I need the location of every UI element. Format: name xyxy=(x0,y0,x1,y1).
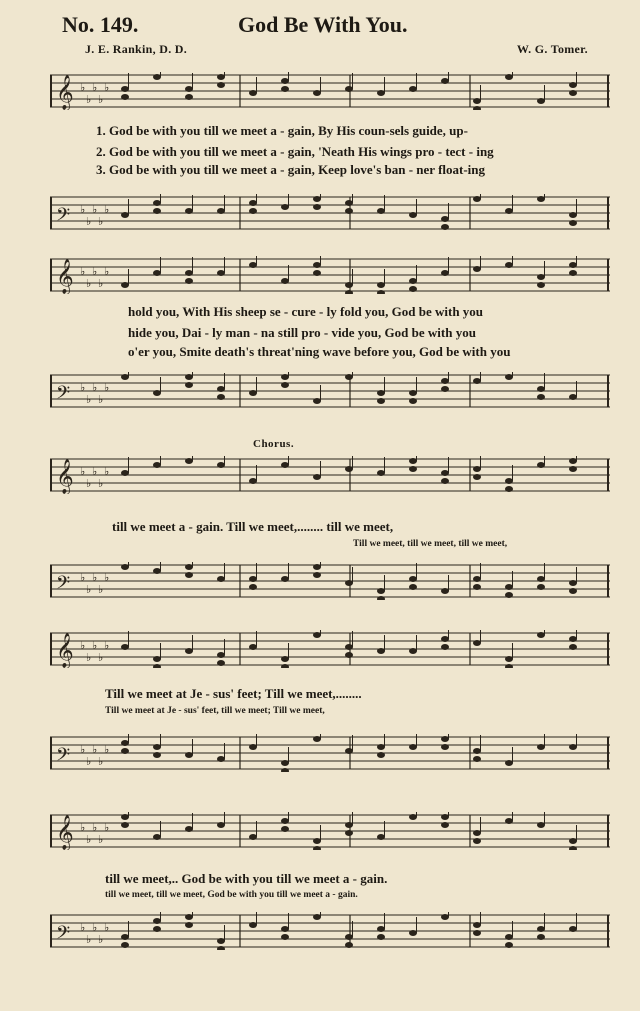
svg-text:♭: ♭ xyxy=(86,93,92,106)
verse-2-line: hide you, Dai - ly man - na still pro - vide you, God be with you xyxy=(128,325,476,340)
svg-text:♭: ♭ xyxy=(104,639,110,652)
svg-text:♭: ♭ xyxy=(80,821,86,834)
music-system-1 xyxy=(50,62,610,242)
svg-text:♭: ♭ xyxy=(86,651,92,664)
svg-text:♭: ♭ xyxy=(86,833,92,846)
verse-2-line: 2. God be with you till we meet a - gain, 'Neath His wings pro - tect - ing xyxy=(96,144,494,159)
staff-lines xyxy=(50,194,610,232)
svg-text:♭: ♭ xyxy=(92,571,98,584)
svg-text:♭: ♭ xyxy=(86,277,92,290)
staff-lines xyxy=(50,456,610,494)
hymn-number: No. 149. xyxy=(62,12,139,37)
chorus-lyric: till we meet a - gain. Till we meet,........ till we meet, xyxy=(112,519,394,534)
svg-text:♭: ♭ xyxy=(92,921,98,934)
svg-text:♭: ♭ xyxy=(86,393,92,406)
treble-staff xyxy=(50,456,610,494)
svg-text:♭: ♭ xyxy=(104,571,110,584)
staff-lines xyxy=(50,372,610,410)
author-credit: J. E. Rankin, D. D. xyxy=(85,42,188,56)
svg-text:♭: ♭ xyxy=(92,381,98,394)
treble-staff xyxy=(50,256,610,294)
svg-text:𝄢: 𝄢 xyxy=(56,745,71,770)
svg-text:♭: ♭ xyxy=(80,921,86,934)
composer-credit: W. G. Tomer. xyxy=(516,42,588,56)
svg-text:𝄞: 𝄞 xyxy=(56,259,74,294)
svg-text:♭: ♭ xyxy=(92,639,98,652)
svg-text:♭: ♭ xyxy=(98,651,104,664)
svg-text:♭: ♭ xyxy=(104,465,110,478)
music-system-3 xyxy=(50,432,610,612)
music-system-5 xyxy=(50,800,610,990)
svg-text:♭: ♭ xyxy=(86,215,92,228)
svg-text:♭: ♭ xyxy=(86,755,92,768)
svg-text:♭: ♭ xyxy=(98,277,104,290)
bass-lyric: till we meet, till we meet, God be with you till we meet a - gain. xyxy=(105,890,358,900)
svg-text:𝄢: 𝄢 xyxy=(56,205,71,230)
svg-text:♭: ♭ xyxy=(98,755,104,768)
svg-text:♭: ♭ xyxy=(104,921,110,934)
chorus-lyric: till we meet,.. God be with you till we meet a - gain. xyxy=(105,871,388,886)
svg-text:♭: ♭ xyxy=(80,265,86,278)
music-system-4 xyxy=(50,622,610,792)
svg-text:♭: ♭ xyxy=(80,639,86,652)
svg-text:♭: ♭ xyxy=(98,393,104,406)
staff-lines xyxy=(50,734,610,772)
verse-3-line: o'er you, Smite death's threat'ning wave before you, God be with you xyxy=(128,344,511,359)
svg-text:𝄞: 𝄞 xyxy=(56,633,74,668)
svg-text:♭: ♭ xyxy=(104,203,110,216)
treble-staff xyxy=(50,630,610,668)
svg-text:𝄞: 𝄞 xyxy=(56,815,74,850)
verse-1-line: 1. God be with you till we meet a - gain, By His coun-sels guide, up- xyxy=(96,123,468,138)
svg-text:♭: ♭ xyxy=(98,215,104,228)
svg-text:𝄢: 𝄢 xyxy=(56,573,71,598)
svg-text:♭: ♭ xyxy=(80,81,86,94)
bass-lyric: Till we meet at Je - sus' feet, till we meet; Till we meet, xyxy=(105,706,325,716)
verse-3-line: 3. God be with you till we meet a - gain, Keep love's ban - ner float-ing xyxy=(96,162,486,177)
svg-text:♭: ♭ xyxy=(80,381,86,394)
svg-text:♭: ♭ xyxy=(92,465,98,478)
svg-text:♭: ♭ xyxy=(86,933,92,946)
svg-text:♭: ♭ xyxy=(80,465,86,478)
svg-text:♭: ♭ xyxy=(98,833,104,846)
staff-lines xyxy=(50,912,610,950)
staff-lines xyxy=(50,72,610,110)
svg-text:♭: ♭ xyxy=(98,583,104,596)
svg-text:♭: ♭ xyxy=(98,477,104,490)
svg-text:♭: ♭ xyxy=(98,933,104,946)
bass-staff xyxy=(50,562,610,600)
svg-text:𝄞: 𝄞 xyxy=(56,75,74,110)
svg-text:♭: ♭ xyxy=(98,93,104,106)
svg-text:♭: ♭ xyxy=(104,265,110,278)
svg-text:♭: ♭ xyxy=(92,821,98,834)
svg-text:♭: ♭ xyxy=(92,203,98,216)
chorus-lyric: Till we meet at Je - sus' feet; Till we meet,........ xyxy=(105,686,362,701)
music-system-2 xyxy=(50,252,610,422)
svg-text:♭: ♭ xyxy=(86,477,92,490)
svg-text:𝄢: 𝄢 xyxy=(56,383,71,408)
svg-text:𝄞: 𝄞 xyxy=(56,459,74,494)
svg-text:♭: ♭ xyxy=(104,743,110,756)
hymn-title: God Be With You. xyxy=(238,12,408,37)
svg-text:♭: ♭ xyxy=(92,265,98,278)
staff-lines xyxy=(50,812,610,850)
bass-staff xyxy=(50,372,610,410)
bass-staff xyxy=(50,734,610,772)
svg-text:𝄢: 𝄢 xyxy=(56,923,71,948)
svg-text:♭: ♭ xyxy=(92,743,98,756)
staff-lines xyxy=(50,562,610,600)
treble-staff xyxy=(50,812,610,850)
svg-text:♭: ♭ xyxy=(104,81,110,94)
bass-staff xyxy=(50,912,610,950)
svg-text:♭: ♭ xyxy=(80,743,86,756)
svg-text:♭: ♭ xyxy=(86,583,92,596)
staff-lines xyxy=(50,630,610,668)
staff-lines xyxy=(50,256,610,294)
treble-staff xyxy=(50,72,610,110)
svg-text:♭: ♭ xyxy=(104,821,110,834)
svg-text:♭: ♭ xyxy=(80,203,86,216)
svg-text:♭: ♭ xyxy=(80,571,86,584)
chorus-label: Chorus. xyxy=(253,438,295,450)
svg-text:♭: ♭ xyxy=(92,81,98,94)
bass-lyric: Till we meet, till we meet, till we meet, xyxy=(353,539,508,549)
verse-1-line: hold you, With His sheep se - cure - ly fold you, God be with you xyxy=(128,304,484,319)
bass-staff xyxy=(50,194,610,232)
svg-text:♭: ♭ xyxy=(104,381,110,394)
